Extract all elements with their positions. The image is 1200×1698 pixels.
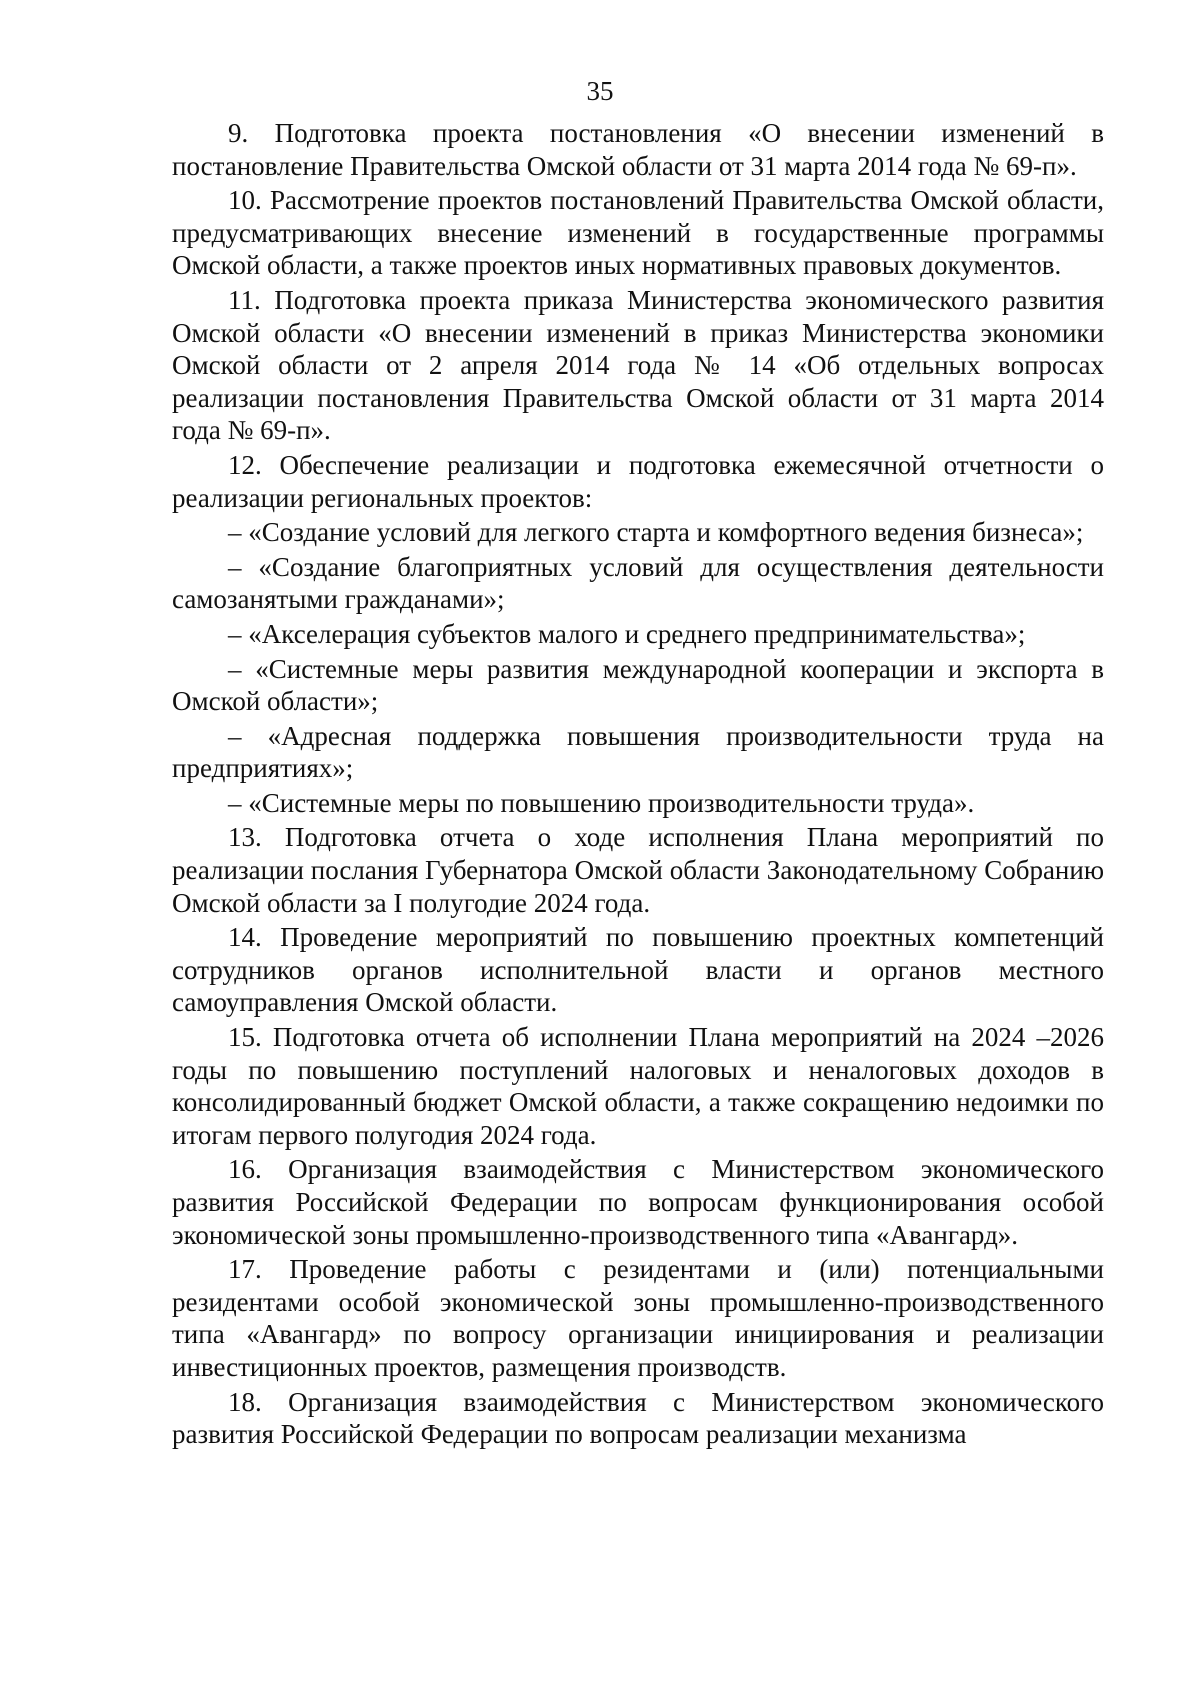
list-item: – «Создание благоприятных условий для осуществления деятельности самозанятыми гражданами»; <box>172 551 1104 615</box>
document-body <box>172 117 1104 1453</box>
paragraph-item-18: 18. Организация взаимодействия с Министерством экономического развития Российской Федерации по вопросам реализации механизма <box>172 1386 1104 1450</box>
list-item: – «Создание условий для легкого старта и комфортного ведения бизнеса»; <box>228 517 1084 548</box>
paragraph-item-15: 15. Подготовка отчета об исполнении Плана мероприятий на 2024 –2026 годы по повышению поступлений налоговых и неналоговых доходов в консолидированный бюджет Омской области, а также сокращению недоимки по итогам первого полугодия 2024 года. <box>172 1022 1104 1150</box>
paragraph-item-17: 17. Проведение работы с резидентами и (или) потенциальными резидентами особой экономической зоны промышленно-производственного типа «Авангард» по вопросу организации инициирования и реализации инвестиционных проектов, размещения производств. <box>172 1254 1104 1382</box>
list-item: – «Системные меры развития международной кооперации и экспорта в Омской области»; <box>172 653 1104 717</box>
paragraph-item-13: 13. Подготовка отчета о ходе исполнения Плана мероприятий по реализации послания Губернатора Омской области Законодательному Собранию Омской области за I полугодие 2024 года. <box>172 822 1104 918</box>
list-item: – «Системные меры по повышению производительности труда». <box>228 787 975 818</box>
paragraph-item-14: 14. Проведение мероприятий по повышению проектных компетенций сотрудников органов исполнительной власти и органов местного самоуправления Омской области. <box>172 922 1104 1018</box>
page-number: 35 <box>586 76 614 106</box>
paragraph-item-11: 11. Подготовка проекта приказа Министерства экономического развития Омской области «О внесении изменений в приказ Министерства экономики Омской области от 2 апреля 2014 года № 14 «Об отдельных вопросах реализации постановления Правительства Омской области от 31 марта 2014 года № 69-п». <box>172 284 1104 446</box>
paragraph-item-12: 12. Обеспечение реализации и подготовка ежемесячной отчетности о реализации региональных проектов: <box>172 449 1104 513</box>
paragraph-item-16: 16. Организация взаимодействия с Министерством экономического развития Российской Федерации по вопросам функционирования особой экономической зоны промышленно-производственного типа «Авангард». <box>172 1154 1104 1250</box>
paragraph-item-9: 9. Подготовка проекта постановления «О внесении изменений в постановление Правительства Омской области от 31 марта 2014 года № 69-п». <box>172 118 1104 181</box>
paragraph-item-10: 10. Рассмотрение проектов постановлений Правительства Омской области, предусматривающих внесение изменений в государственные программы Омской области, а также проектов иных нормативных правовых документов. <box>172 185 1104 281</box>
list-item: – «Адресная поддержка повышения производительности труда на предприятиях»; <box>172 720 1104 784</box>
list-item: – «Акселерация субъектов малого и среднего предпринимательства»; <box>228 618 1026 649</box>
